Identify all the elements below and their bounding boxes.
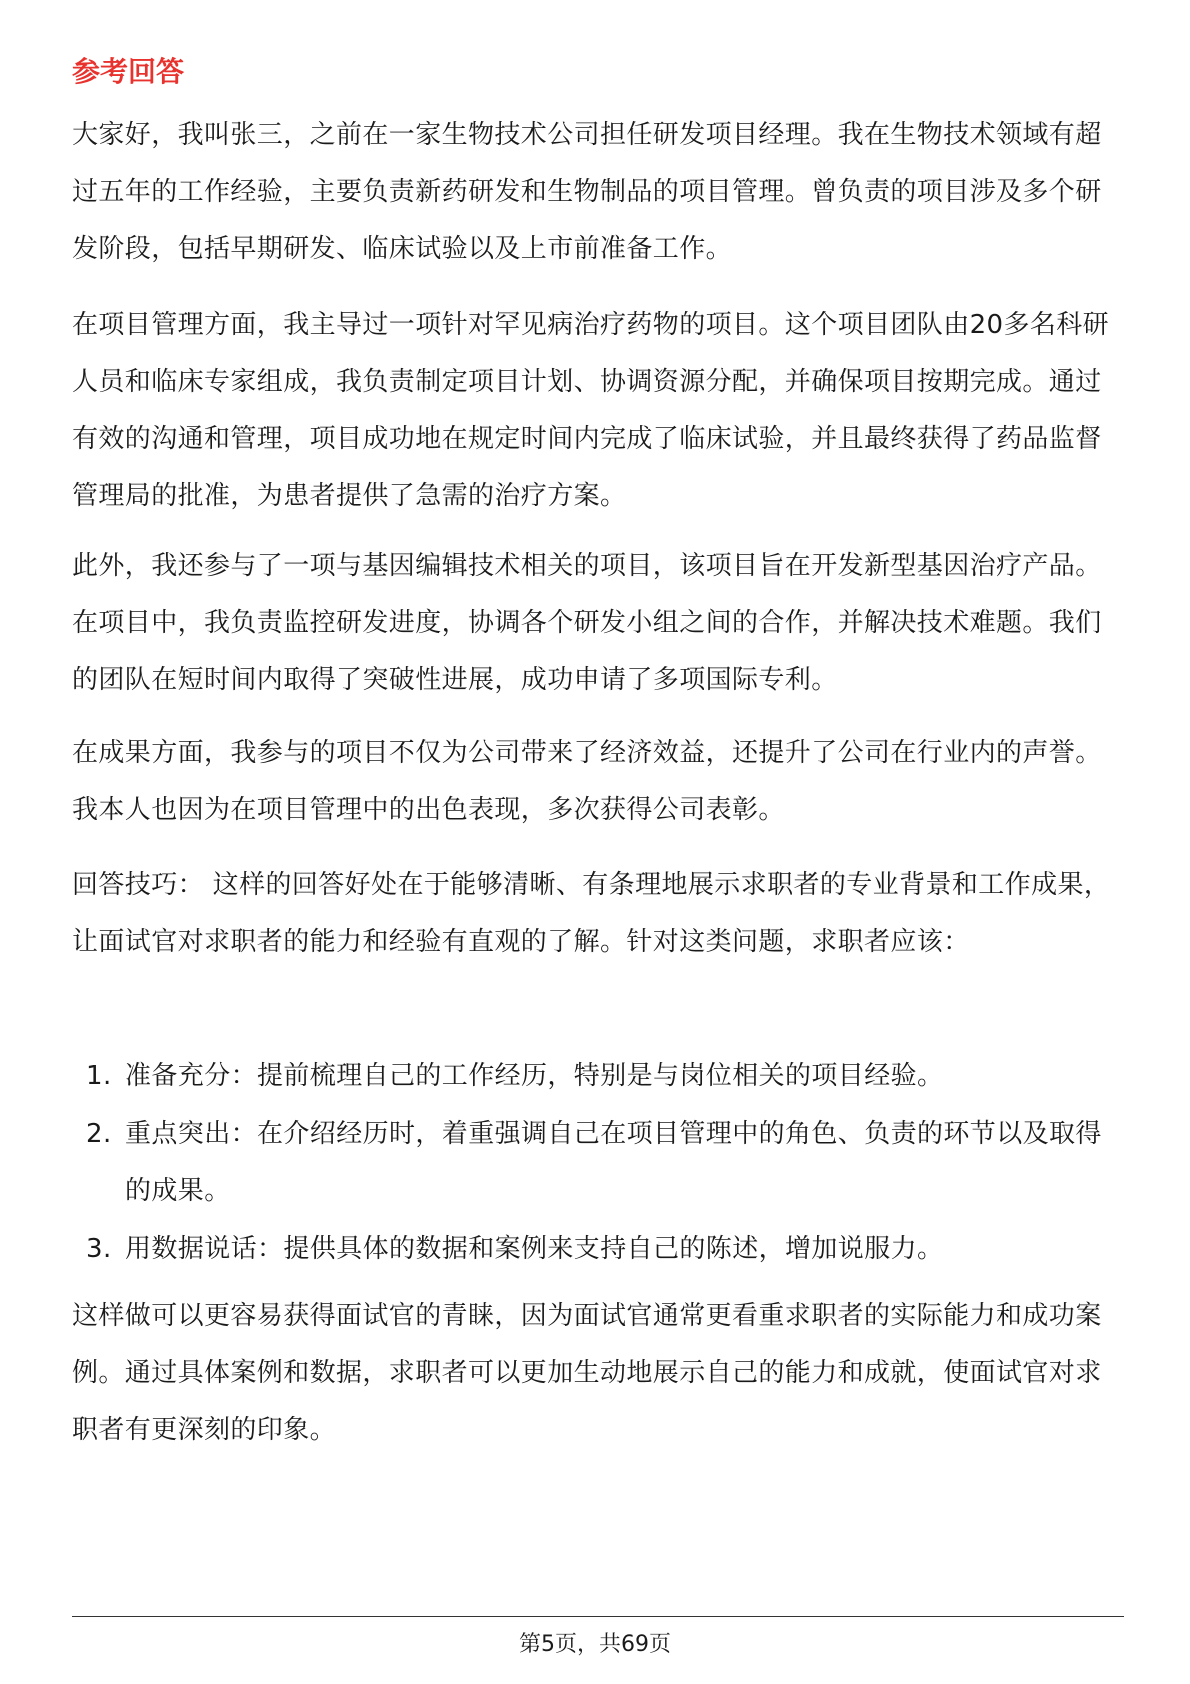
tips-list [72,1048,1122,1279]
paragraph-intro: 大家好，我叫张三，之前在一家生物技术公司担任研发项目经理。我在生物技术领域有超过五年的工作经验，主要负责新药研发和生物制品的项目管理。曾负责的项目涉及多个研发阶段，包括早期研发、临床试验以及上市前准备工作。 [72,120,1102,264]
page-number: 第5页，共69页 [519,1632,671,1657]
paragraph-answer-tips: 回答技巧： 这样的回答好处在于能够清晰、有条理地展示求职者的专业背景和工作成果，让面试官对求职者的能力和经验有直观的了解。针对这类问题，求职者应该： [72,870,1111,957]
list-item [72,1048,1122,1105]
list-item-number: 3. [86,1234,112,1264]
footer-divider [72,1616,1124,1617]
paragraph-gene-editing: 此外，我还参与了一项与基因编辑技术相关的项目，该项目旨在开发新型基因治疗产品。在项目中，我负责监控研发进度，协调各个研发小组之间的合作，并解决技术难题。我们的团队在短时间内取得了突破性进展，成功申请了多项国际专利。 [72,551,1102,695]
paragraph-achievements: 在成果方面，我参与的项目不仅为公司带来了经济效益，还提升了公司在行业内的声誉。我本人也因为在项目管理中的出色表现，多次获得公司表彰。 [72,738,1102,825]
list-item-text: 用数据说话：提供具体的数据和案例来支持自己的陈述，增加说服力。 [125,1234,944,1264]
list-item-number: 1. [86,1061,112,1091]
list-item-number: 2. [86,1119,112,1149]
list-item-text: 重点突出：在介绍经历时，着重强调自己在项目管理中的角色、负责的环节以及取得的成果。 [125,1119,1102,1206]
section-title: 参考回答 [72,55,185,88]
list-item-text: 准备充分：提前梳理自己的工作经历，特别是与岗位相关的项目经验。 [125,1061,944,1091]
list-item [72,1106,1122,1220]
paragraph-closing: 这样做可以更容易获得面试官的青睐，因为面试官通常更看重求职者的实际能力和成功案例。通过具体案例和数据，求职者可以更加生动地展示自己的能力和成就，使面试官对求职者有更深刻的印象。 [72,1301,1102,1445]
paragraph-project-management: 在项目管理方面，我主导过一项针对罕见病治疗药物的项目。这个项目团队由20多名科研人员和临床专家组成，我负责制定项目计划、协调资源分配，并确保项目按期完成。通过有效的沟通和管理，项目成功地在规定时间内完成了临床试验，并且最终获得了药品监督管理局的批准，为患者提供了急需的治疗方案。 [72,310,1110,511]
list-item [72,1221,1122,1278]
